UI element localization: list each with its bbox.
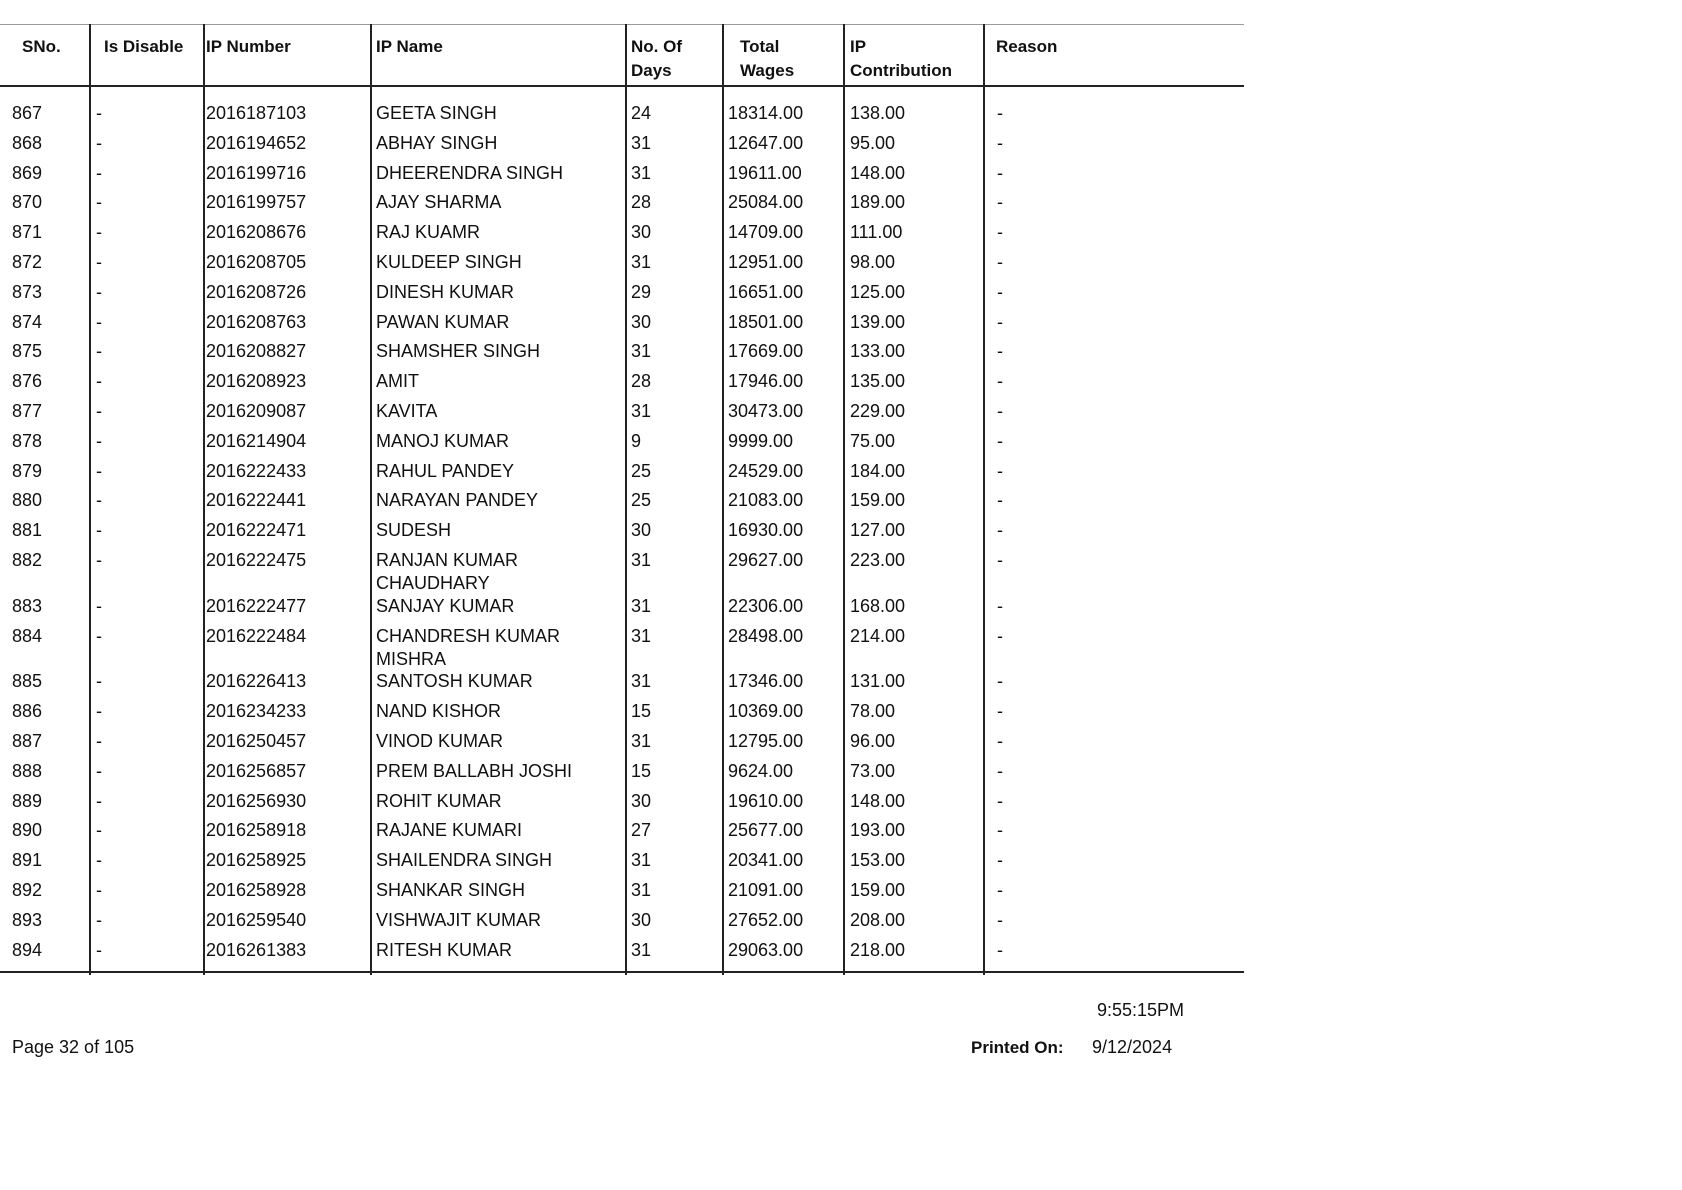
cell-ip-name: RANJAN KUMAR CHAUDHARY	[376, 550, 519, 593]
cell-ip-number: 2016222475	[206, 550, 307, 570]
cell-ip-name: RAHUL PANDEY	[376, 460, 515, 481]
cell-reason: -	[997, 192, 1003, 213]
cell-total-wages: 16651.00	[728, 281, 804, 302]
cell-ip-name: DHEERENDRA SINGH	[376, 162, 564, 183]
cell-ip-number: 2016199716	[206, 162, 307, 183]
cell-sno: 894	[12, 939, 43, 960]
cell-sno: 880	[12, 490, 43, 511]
cell-ip-name: AMIT	[376, 371, 419, 392]
cell-sno: 881	[12, 520, 43, 541]
cell-reason: -	[997, 550, 1003, 570]
cell-is-disable: -	[96, 222, 102, 243]
cell-ip-name: RAJANE KUMARI	[376, 820, 523, 841]
cell-ip-contribution: 229.00	[850, 401, 906, 421]
cell-ip-name: GEETA SINGH	[376, 103, 497, 123]
cell-ip-contribution: 218.00	[850, 939, 906, 960]
cell-days: 24	[631, 103, 652, 123]
cell-days: 30	[631, 222, 652, 243]
cell-is-disable: -	[96, 371, 102, 392]
cell-ip-name: RAJ KUAMR	[376, 222, 481, 243]
cell-sno: 888	[12, 760, 43, 781]
cell-total-wages: 18501.00	[728, 311, 804, 332]
cell-ip-name: RITESH KUMAR	[376, 939, 513, 960]
cell-days: 25	[631, 460, 652, 481]
cell-ip-contribution: 98.00	[850, 252, 896, 272]
cell-ip-number: 2016208726	[206, 281, 307, 302]
cell-sno: 891	[12, 850, 43, 871]
cell-sno: 874	[12, 311, 43, 332]
cell-is-disable: -	[96, 103, 102, 123]
cell-days: 31	[631, 252, 652, 272]
cell-total-wages: 29063.00	[728, 939, 804, 960]
cell-ip-contribution: 184.00	[850, 460, 906, 481]
cell-days: 31	[631, 625, 652, 646]
cell-total-wages: 29627.00	[728, 550, 804, 570]
cell-ip-contribution: 139.00	[850, 311, 906, 332]
cell-sno: 878	[12, 430, 43, 451]
cell-ip-contribution: 127.00	[850, 520, 906, 541]
cell-reason: -	[997, 595, 1003, 616]
cell-total-wages: 12647.00	[728, 132, 804, 153]
cell-total-wages: 21091.00	[728, 880, 804, 900]
cell-days: 9	[631, 430, 642, 451]
cell-ip-number: 2016258918	[206, 820, 307, 841]
cell-ip-name: SHAILENDRA SINGH	[376, 850, 553, 871]
cell-is-disable: -	[96, 490, 102, 511]
cell-days: 15	[631, 760, 652, 781]
cell-ip-name: CHANDRESH KUMAR MISHRA	[376, 625, 561, 669]
cell-sno: 890	[12, 820, 43, 841]
cell-ip-number: 2016199757	[206, 192, 307, 213]
cell-sno: 875	[12, 341, 43, 362]
column-rule	[722, 24, 724, 975]
cell-is-disable: -	[96, 760, 102, 781]
header-sno: SNo.	[22, 37, 61, 56]
cell-reason: -	[997, 625, 1003, 646]
cell-total-wages: 16930.00	[728, 520, 804, 541]
header-wages	[740, 35, 794, 83]
cell-ip-number: 2016194652	[206, 132, 307, 153]
cell-ip-name: VINOD KUMAR	[376, 731, 504, 751]
cell-total-wages: 19610.00	[728, 790, 804, 811]
cell-days: 31	[631, 939, 652, 960]
cell-sno: 885	[12, 671, 43, 692]
cell-ip-name: SHAMSHER SINGH	[376, 341, 541, 362]
header-days-line1: No. Of	[631, 37, 682, 56]
header-rule	[0, 85, 1244, 87]
cell-total-wages: 28498.00	[728, 625, 804, 646]
cell-ip-contribution: 73.00	[850, 760, 896, 781]
cell-total-wages: 12951.00	[728, 252, 804, 272]
cell-ip-name: PAWAN KUMAR	[376, 311, 510, 332]
table-header	[0, 24, 1244, 86]
header-ip-name: IP Name	[376, 37, 443, 56]
cell-days: 31	[631, 850, 652, 871]
cell-ip-name: SANJAY KUMAR	[376, 595, 515, 616]
cell-reason: -	[997, 880, 1003, 900]
cell-is-disable: -	[96, 850, 102, 871]
cell-reason: -	[997, 490, 1003, 511]
cell-ip-contribution: 111.00	[850, 222, 903, 243]
cell-is-disable: -	[96, 401, 102, 421]
cell-total-wages: 24529.00	[728, 460, 804, 481]
cell-total-wages: 30473.00	[728, 401, 804, 421]
cell-total-wages: 17669.00	[728, 341, 804, 362]
cell-reason: -	[997, 460, 1003, 481]
cell-reason: -	[997, 790, 1003, 811]
cell-sno: 889	[12, 790, 43, 811]
cell-sno: 887	[12, 731, 43, 751]
cell-ip-name: SHANKAR SINGH	[376, 880, 526, 900]
cell-total-wages: 9624.00	[728, 760, 794, 781]
cell-days: 31	[631, 401, 652, 421]
cell-ip-name: KAVITA	[376, 401, 438, 421]
cell-ip-contribution: 95.00	[850, 132, 896, 153]
cell-ip-name: AJAY SHARMA	[376, 192, 502, 213]
header-days-line2: Days	[631, 61, 672, 80]
cell-ip-number: 2016208827	[206, 341, 307, 362]
cell-days: 31	[631, 880, 652, 900]
cell-total-wages: 14709.00	[728, 222, 804, 243]
cell-days: 25	[631, 490, 652, 511]
cell-total-wages: 22306.00	[728, 595, 804, 616]
cell-is-disable: -	[96, 880, 102, 900]
cell-reason: -	[997, 820, 1003, 841]
cell-ip-name: NARAYAN PANDEY	[376, 490, 539, 511]
cell-days: 30	[631, 790, 652, 811]
column-rule	[89, 24, 91, 975]
cell-total-wages: 12795.00	[728, 731, 804, 751]
cell-is-disable: -	[96, 520, 102, 541]
header-days	[631, 35, 682, 83]
cell-reason: -	[997, 281, 1003, 302]
cell-is-disable: -	[96, 311, 102, 332]
cell-ip-contribution: 138.00	[850, 103, 906, 123]
cell-days: 28	[631, 371, 652, 392]
cell-sno: 870	[12, 192, 43, 213]
cell-is-disable: -	[96, 252, 102, 272]
cell-ip-number: 2016208763	[206, 311, 307, 332]
header-wages-line1: Total	[740, 37, 780, 56]
cell-total-wages: 17346.00	[728, 671, 804, 692]
cell-total-wages: 19611.00	[728, 162, 802, 183]
cell-ip-number: 2016258925	[206, 850, 307, 871]
cell-ip-number: 2016222477	[206, 595, 307, 616]
cell-sno: 892	[12, 880, 43, 900]
table-bottom-rule	[0, 971, 1244, 973]
cell-ip-number: 2016187103	[206, 103, 307, 123]
cell-ip-number: 2016259540	[206, 909, 307, 930]
cell-reason: -	[997, 671, 1003, 692]
cell-is-disable: -	[96, 731, 102, 751]
cell-is-disable: -	[96, 790, 102, 811]
cell-is-disable: -	[96, 162, 102, 183]
cell-ip-number: 2016234233	[206, 701, 307, 722]
cell-is-disable: -	[96, 192, 102, 213]
cell-ip-number: 2016214904	[206, 430, 307, 451]
column-rule	[983, 24, 985, 975]
cell-ip-contribution: 189.00	[850, 192, 906, 213]
cell-days: 30	[631, 311, 652, 332]
header-wages-line2: Wages	[740, 61, 795, 80]
cell-sno: 872	[12, 252, 43, 272]
cell-is-disable: -	[96, 430, 102, 451]
cell-ip-number: 2016250457	[206, 731, 307, 751]
cell-total-wages: 10369.00	[728, 701, 804, 722]
cell-sno: 871	[12, 222, 43, 243]
cell-ip-number: 2016222441	[206, 490, 307, 511]
cell-ip-contribution: 148.00	[850, 790, 906, 811]
cell-sno: 884	[12, 625, 43, 646]
cell-days: 15	[631, 701, 652, 722]
column-rule	[843, 24, 845, 975]
cell-reason: -	[997, 850, 1003, 871]
cell-ip-contribution: 168.00	[850, 595, 906, 616]
cell-sno: 869	[12, 162, 43, 183]
cell-ip-name: SUDESH	[376, 520, 452, 541]
cell-is-disable: -	[96, 939, 102, 960]
cell-reason: -	[997, 311, 1003, 332]
cell-ip-contribution: 159.00	[850, 880, 906, 900]
cell-ip-contribution: 148.00	[850, 162, 906, 183]
cell-total-wages: 27652.00	[728, 909, 804, 930]
cell-total-wages: 20341.00	[728, 850, 804, 871]
cell-ip-contribution: 133.00	[850, 341, 906, 362]
cell-reason: -	[997, 132, 1003, 153]
header-is-disable: Is Disable	[104, 37, 184, 56]
cell-ip-name: NAND KISHOR	[376, 701, 502, 722]
cell-reason: -	[997, 103, 1003, 123]
cell-ip-number: 2016256930	[206, 790, 307, 811]
cell-ip-name: ROHIT KUMAR	[376, 790, 502, 811]
cell-is-disable: -	[96, 460, 102, 481]
cell-ip-number: 2016209087	[206, 401, 307, 421]
cell-total-wages: 21083.00	[728, 490, 804, 511]
cell-days: 31	[631, 595, 652, 616]
header-contribution	[850, 35, 952, 83]
cell-days: 31	[631, 341, 652, 362]
cell-reason: -	[997, 430, 1003, 451]
header-contribution-line2: Contribution	[850, 61, 952, 80]
cell-ip-contribution: 125.00	[850, 281, 906, 302]
cell-days: 31	[631, 731, 652, 751]
cell-ip-number: 2016258928	[206, 880, 307, 900]
cell-ip-contribution: 214.00	[850, 625, 906, 646]
cell-ip-name: MANOJ KUMAR	[376, 430, 510, 451]
cell-ip-number: 2016222471	[206, 520, 307, 541]
cell-ip-contribution: 75.00	[850, 430, 896, 451]
cell-sno: 873	[12, 281, 43, 302]
page-number: Page 32 of 105	[12, 1037, 135, 1057]
cell-days: 28	[631, 192, 652, 213]
header-ip-number: IP Number	[206, 37, 291, 56]
cell-reason: -	[997, 371, 1003, 392]
cell-sno: 868	[12, 132, 43, 153]
cell-ip-contribution: 223.00	[850, 550, 906, 570]
cell-ip-number: 2016222433	[206, 460, 307, 481]
cell-total-wages: 25084.00	[728, 192, 804, 213]
cell-sno: 886	[12, 701, 43, 722]
cell-days: 29	[631, 281, 652, 302]
cell-ip-contribution: 193.00	[850, 820, 906, 841]
printed-on-label: Printed On:	[971, 1038, 1064, 1057]
cell-days: 31	[631, 671, 652, 692]
cell-total-wages: 25677.00	[728, 820, 804, 841]
cell-ip-number: 2016222484	[206, 625, 307, 646]
cell-sno: 876	[12, 371, 43, 392]
cell-days: 30	[631, 909, 652, 930]
cell-is-disable: -	[96, 820, 102, 841]
cell-days: 27	[631, 820, 652, 841]
cell-ip-name: SANTOSH KUMAR	[376, 671, 533, 692]
cell-ip-contribution: 208.00	[850, 909, 906, 930]
cell-is-disable: -	[96, 550, 102, 570]
cell-sno: 879	[12, 460, 43, 481]
cell-reason: -	[997, 401, 1003, 421]
cell-total-wages: 9999.00	[728, 430, 794, 451]
cell-ip-contribution: 78.00	[850, 701, 896, 722]
cell-ip-number: 2016208923	[206, 371, 307, 392]
print-time: 9:55:15PM	[1097, 1000, 1185, 1020]
cell-reason: -	[997, 731, 1003, 751]
cell-is-disable: -	[96, 701, 102, 722]
cell-days: 31	[631, 162, 652, 183]
cell-is-disable: -	[96, 341, 102, 362]
cell-reason: -	[997, 939, 1003, 960]
cell-reason: -	[997, 252, 1003, 272]
cell-ip-number: 2016261383	[206, 939, 307, 960]
cell-reason: -	[997, 341, 1003, 362]
cell-ip-contribution: 131.00	[850, 671, 906, 692]
cell-reason: -	[997, 162, 1003, 183]
cell-ip-contribution: 135.00	[850, 371, 906, 392]
cell-ip-name: ABHAY SINGH	[376, 132, 498, 153]
cell-days: 30	[631, 520, 652, 541]
cell-sno: 877	[12, 401, 43, 421]
column-rule	[203, 24, 205, 975]
cell-ip-number: 2016208705	[206, 252, 307, 272]
cell-ip-contribution: 159.00	[850, 490, 906, 511]
cell-is-disable: -	[96, 281, 102, 302]
cell-is-disable: -	[96, 909, 102, 930]
cell-reason: -	[997, 222, 1003, 243]
cell-ip-name: DINESH KUMAR	[376, 281, 515, 302]
cell-sno: 893	[12, 909, 43, 930]
cell-sno: 883	[12, 595, 43, 616]
cell-reason: -	[997, 760, 1003, 781]
header-reason: Reason	[996, 37, 1058, 56]
cell-ip-number: 2016208676	[206, 222, 307, 243]
cell-ip-number: 2016226413	[206, 671, 307, 692]
cell-ip-contribution: 96.00	[850, 731, 896, 751]
cell-is-disable: -	[96, 625, 102, 646]
cell-ip-number: 2016256857	[206, 760, 307, 781]
cell-is-disable: -	[96, 671, 102, 692]
cell-ip-contribution: 153.00	[850, 850, 906, 871]
cell-reason: -	[997, 909, 1003, 930]
cell-reason: -	[997, 520, 1003, 541]
header-contribution-line1: IP	[850, 37, 867, 56]
cell-ip-name: KULDEEP SINGH	[376, 252, 522, 272]
cell-ip-name: PREM BALLABH JOSHI	[376, 760, 573, 781]
printed-on-date: 9/12/2024	[1092, 1037, 1173, 1057]
cell-ip-name: VISHWAJIT KUMAR	[376, 909, 542, 930]
cell-total-wages: 17946.00	[728, 371, 804, 392]
column-rule	[370, 24, 372, 975]
cell-is-disable: -	[96, 132, 102, 153]
cell-days: 31	[631, 132, 652, 153]
cell-sno: 882	[12, 550, 43, 570]
cell-is-disable: -	[96, 595, 102, 616]
cell-reason: -	[997, 701, 1003, 722]
cell-total-wages: 18314.00	[728, 103, 804, 123]
cell-sno: 867	[12, 103, 43, 123]
cell-days: 31	[631, 550, 652, 570]
